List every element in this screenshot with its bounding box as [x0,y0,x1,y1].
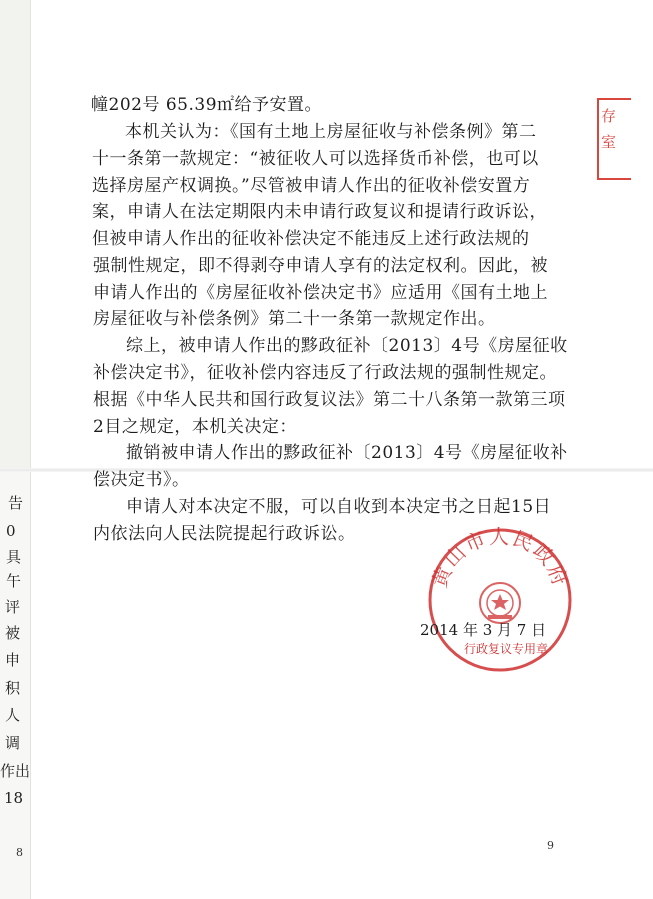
margin-stamp-char: 室 [601,133,617,151]
body-line: 本机关认为：《国有土地上房屋征收与补偿条例》第二 [125,122,537,142]
page-number: 9 [547,839,554,852]
previous-page-number: 8 [16,846,23,859]
body-line: 内依法向人民法院提起行政诉讼。 [93,524,356,544]
prev-fragment: 被 [5,624,21,642]
body-line: 房屋征收与补偿条例》第二十一条第一款规定作出。 [93,309,496,329]
prev-fragment: 18 [4,789,24,807]
previous-page-strip-top [0,0,30,470]
prev-fragment: 申 [5,651,21,669]
body-line: 案，申请人在法定期限内未申请行政复议和提请行政诉讼， [92,202,547,222]
body-line: 选择房屋产权调换。”尽管被申请人作出的征收补偿安置方 [92,176,531,196]
prev-fragment: 积 [5,679,21,697]
prev-fragment: 作出 [0,762,31,780]
body-line: 综上，被申请人作出的黟政征补〔2013〕4号《房屋征收 [126,336,568,356]
seal-name: 黄山市人民政府 [426,525,574,591]
margin-stamp-char: 存 [601,107,617,125]
prev-fragment: 调 [5,734,21,752]
seal-name-text [427,525,573,591]
body-line: 申请人对本决定不服，可以自收到本决定书之日起15日 [126,497,552,517]
margin-stamp [597,98,631,180]
page-edge [30,0,31,899]
body-line: 2目之规定，本机关决定： [93,417,297,437]
body-line: 补偿决定书》，征收补偿内容违反了行政法规的强制性规定。 [93,363,557,383]
prev-fragment: 人 [5,706,21,724]
body-line: 撤销被申请人作出的黟政征补〔2013〕4号《房屋征收补 [126,443,568,463]
body-line: 偿决定书》。 [93,470,190,490]
body-line: 强制性规定，即不得剥夺申请人享有的法定权利。因此，被 [93,256,548,276]
seal-label: 行政复议专用章 [464,642,549,656]
prev-fragment: 午 [6,572,22,590]
prev-fragment: 评 [5,598,21,616]
document-date: 2014 年 3 月 7 日 [420,621,547,639]
national-emblem-icon [480,583,520,623]
prev-fragment: 0 [6,522,16,540]
body-line: 幢202号 65.39㎡给予安置。 [91,95,323,115]
body-line: 根据《中华人民共和国行政复议法》第二十八条第一款第三项 [93,390,566,410]
prev-fragment: 告 [8,494,24,512]
prev-fragment: 具 [6,548,22,566]
body-line: 申请人作出的《房屋征收补偿决定书》应适用《国有土地上 [93,283,548,303]
body-line: 但被申请人作出的征收补偿决定不能违反上述行政法规的 [92,229,530,249]
body-line: 十一条第一款规定：“被征收人可以选择货币补偿，也可以 [92,149,539,169]
